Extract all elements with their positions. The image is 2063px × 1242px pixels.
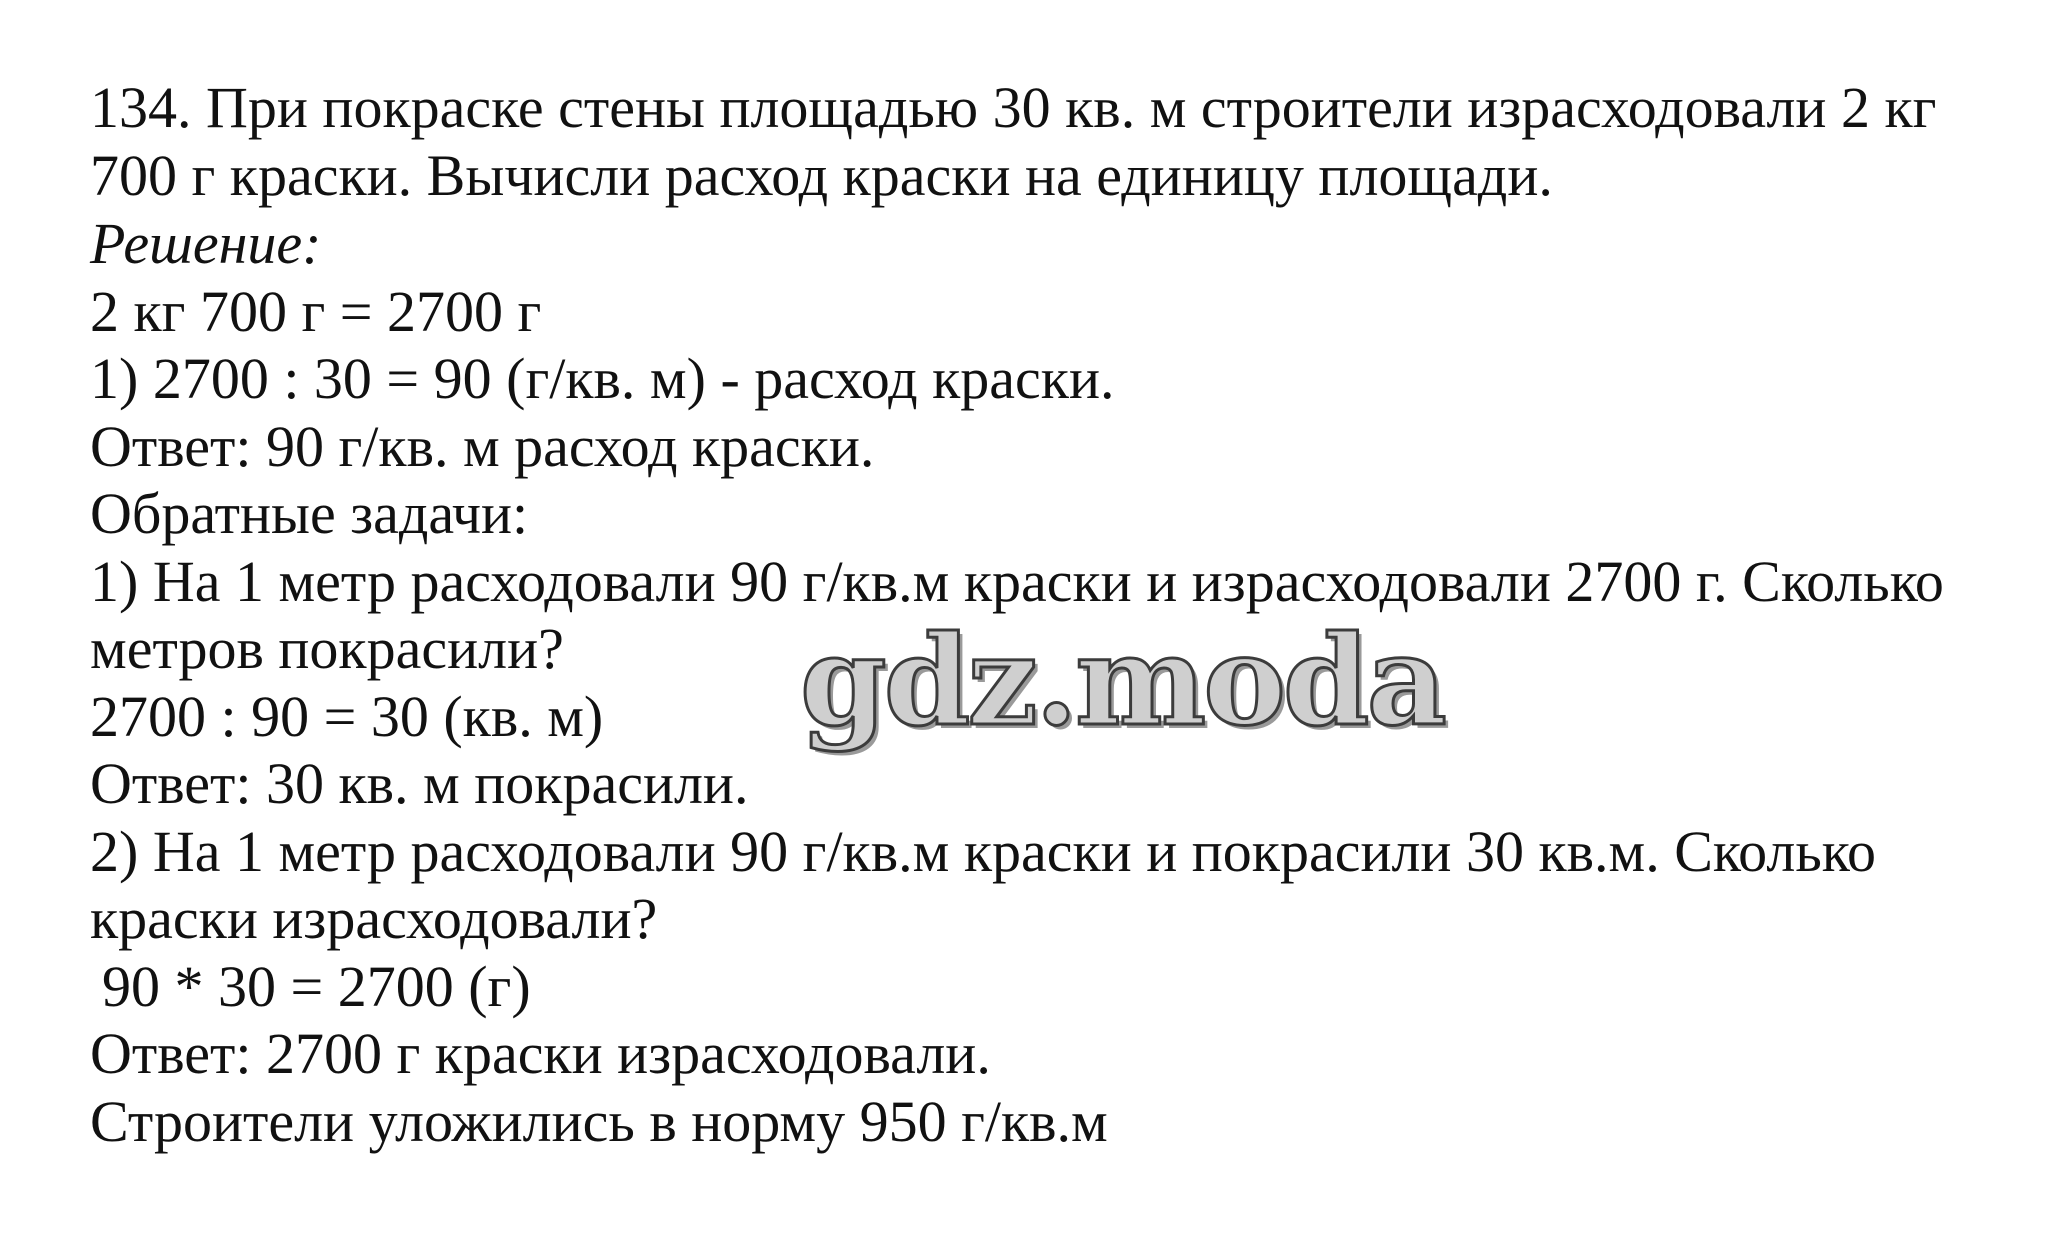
solution-step-1: 1) 2700 : 30 = 90 (г/кв. м) - расход краски. bbox=[90, 346, 1115, 411]
problem-line-2: 700 г краски. Вычисли расход краски на единицу площади. bbox=[90, 143, 1553, 208]
inverse-task-2-calc: 90 * 30 = 2700 (г) bbox=[102, 954, 531, 1019]
unit-conversion: 2 кг 700 г = 2700 г bbox=[90, 279, 542, 344]
watermark-logo: gdz.moda bbox=[800, 609, 1444, 754]
inverse-task-2-answer: Ответ: 2700 г краски израсходовали. bbox=[90, 1021, 991, 1086]
inverse-task-1-line-1: 1) На 1 метр расходовали 90 г/кв.м краски и израсходовали 2700 г. Сколько bbox=[90, 549, 1944, 614]
inverse-task-1-line-2: метров покрасили? bbox=[90, 616, 564, 681]
inverse-task-1-calc: 2700 : 90 = 30 (кв. м) bbox=[90, 684, 604, 749]
solution-heading: Решение: bbox=[90, 211, 322, 276]
problem-line-1: 134. При покраске стены площадью 30 кв. м строители израсходовали 2 кг bbox=[90, 75, 1937, 140]
inverse-task-1-answer: Ответ: 30 кв. м покрасили. bbox=[90, 751, 749, 816]
conclusion: Строители уложились в норму 950 г/кв.м bbox=[90, 1089, 1108, 1154]
inverse-task-2-line-2: краски израсходовали? bbox=[90, 886, 658, 951]
inverse-task-2-line-1: 2) На 1 метр расходовали 90 г/кв.м краски и покрасили 30 кв.м. Сколько bbox=[90, 819, 1877, 884]
inverse-heading: Обратные задачи: bbox=[90, 481, 529, 546]
solution-answer: Ответ: 90 г/кв. м расход краски. bbox=[90, 414, 875, 479]
